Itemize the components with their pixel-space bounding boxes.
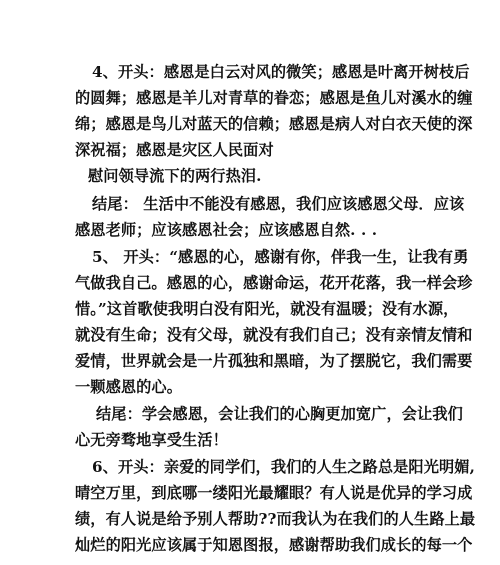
text-line-10: 惜。”这首歌使我明白没有阳光，就没有温暖；没有水源，: [75, 300, 459, 318]
text-line-7: 感恩老师；应该感恩社会；应该感恩自然. . .: [75, 221, 378, 239]
text-line-16: 6、开头：亲爱的同学们，我们的人生之路总是阳光明媚,: [92, 458, 475, 476]
text-line-15: 心无旁骛地享受生活！: [75, 431, 228, 449]
text-line-1: 4、开头：感恩是白云对风的微笑；感恩是叶离开树枝后: [92, 63, 470, 81]
text-line-2: 的圆舞；感恩是羊儿对青草的眷恋；感恩是鱼儿对溪水的缠: [75, 89, 473, 107]
text-line-18: 绩，有人说是给予别人帮助??而我认为在我们的人生路上最: [75, 510, 476, 528]
text-line-8: 5、 开头：“感恩的心，感谢有你，伴我一生，让我有勇: [92, 248, 469, 266]
text-line-12: 爱情，世界就会是一片孤独和黑暗，为了摆脱它，我们需要: [75, 352, 473, 370]
text-line-3: 绵；感恩是鸟儿对蓝天的信赖；感恩是病人对白衣天使的深: [75, 115, 473, 133]
text-line-17: 晴空万里，到底哪一缕阳光最耀眼？有人说是优异的学习成: [75, 484, 473, 502]
text-line-14: 结尾：学会感恩，会让我们的心胸更加宽广，会让我们: [96, 405, 463, 423]
text-line-11: 就没有生命；没有父母，就没有我们自己；没有亲情友情和: [75, 326, 473, 344]
text-line-13: 一颗感恩的心。: [75, 378, 183, 396]
text-line-19: 灿烂的阳光应该属于知恩图报，感谢帮助我们成长的每一个: [75, 536, 473, 554]
text-line-6: 结尾： 生活中不能没有感恩，我们应该感恩父母．应该: [92, 195, 465, 213]
text-line-4: 深祝福；感恩是灾区人民面对: [75, 141, 274, 159]
text-line-9: 气做我自己。感恩的心，感谢命运，花开花落，我一样会珍: [75, 274, 473, 292]
text-line-5: 慰问领导流下的两行热泪.: [88, 167, 262, 185]
